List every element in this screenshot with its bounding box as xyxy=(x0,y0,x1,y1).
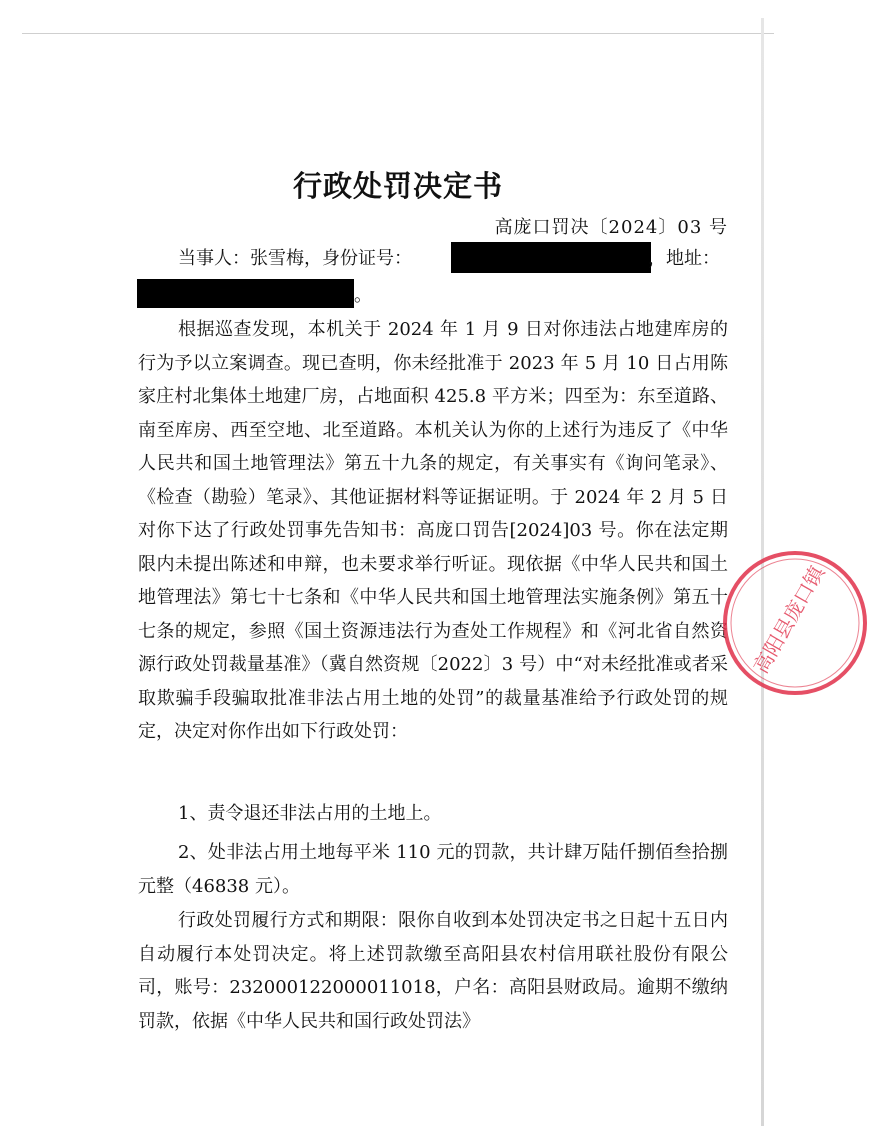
penalty-item-2: 2、处非法占用土地每平米 110 元的罚款，共计肆万陆仟捌佰叁拾捌元整（46838 元）。 xyxy=(138,842,728,897)
findings-paragraph: 根据巡查发现，本机关于 2024 年 1 月 9 日对你违法占地建库房的行为予以立案调查。现已查明，你未经批准于 2023 年 5 月 10 日占用陈家庄村北集体土地建厂房，占地面积 425.8 平方米；四至为：东至道路、南至库房、西至空地、北至道路。本机关认为你的上述行为违反了《中华人民共和国土地管理法》第五十九条的规定，有关事实有《询问笔录》、《检查（勘验）笔录》、其他证据材料等证据证明。于 2024 年 2 月 5 日对你下达了行政处罚事先告知书：高庞口罚告[2024]03 号。你在法定期限内未提出陈述和申辩，也未要求举行听证。现依据《中华人民共和国土地管理法》第七十七条和《中华人民共和国土地管理法实施条例》第五十七条的规定，参照《国土资源违法行为查处工作规程》和《河北省自然资源行政处罚裁量基准》（冀自然资规〔2022〕3 号）中“对未经批准或者采取欺骗手段骗取批准非法占用土地的处罚”的裁量基准给予行政处罚的规定，决定对你作出如下行政处罚： xyxy=(138,319,728,742)
redacted-address xyxy=(137,279,354,308)
seal-text: 高阳县庞口镇 xyxy=(748,561,830,678)
scan-top-edge xyxy=(22,33,774,34)
address-label: ，地址： xyxy=(648,248,720,269)
document-title: 行政处罚决定书 xyxy=(292,169,503,203)
party-label: 当事人：张雪梅，身份证号： xyxy=(178,248,412,269)
redacted-id-number xyxy=(451,242,651,273)
official-seal-stamp xyxy=(720,548,870,698)
address-end: 。 xyxy=(354,285,372,306)
document-number: 高庞口罚决〔2024〕03 号 xyxy=(494,217,728,238)
penalty-item-1: 1、责令退还非法占用的土地上。 xyxy=(178,803,442,824)
payment-paragraph: 行政处罚履行方式和期限：限你自收到本处罚决定书之日起十五日内自动履行本处罚决定。将上述罚款缴至高阳县农村信用联社股份有限公司，账号：23200012200001​1018，户名：高阳县财政局。逾期不缴纳罚款，依据《中华人民共和国行政处罚法》 xyxy=(138,910,728,1032)
